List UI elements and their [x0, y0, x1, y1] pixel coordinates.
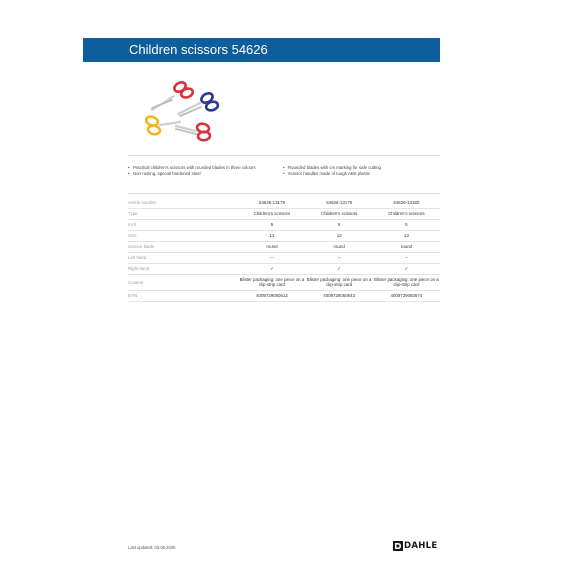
row-label: Size	[128, 230, 238, 241]
table-row	[128, 274, 440, 290]
divider-top	[128, 155, 440, 156]
cell: 13	[373, 230, 440, 241]
cell: 13	[238, 230, 305, 241]
cell: 5	[238, 219, 305, 230]
row-label: Left hand	[128, 252, 238, 263]
feature-item: • Scissor handles made of tough ABS plastic	[283, 171, 440, 177]
row-label: Content	[128, 274, 238, 290]
header-bar	[83, 38, 440, 62]
cell: 54626-13180	[373, 197, 440, 208]
table-row	[128, 197, 440, 208]
check-icon: ✓	[373, 263, 440, 274]
cell: Children's scissors	[373, 208, 440, 219]
cell: Blister packaging: one piece on a clip-strip card	[306, 274, 373, 290]
check-icon: ✓	[306, 263, 373, 274]
row-label: Inch	[128, 219, 238, 230]
cell: –	[238, 252, 305, 263]
cell: Blister packaging: one piece on a clip-strip card	[238, 274, 305, 290]
row-label: Type	[128, 208, 238, 219]
blue-scissors	[178, 91, 219, 116]
divider-table	[128, 193, 440, 194]
cell: 4009729060643	[306, 290, 373, 301]
table-row	[128, 263, 440, 274]
row-label: Right hand	[128, 263, 238, 274]
cell: 13	[306, 230, 373, 241]
row-label: Article number	[128, 197, 238, 208]
cell: Blister packaging: one piece on a clip-strip card	[373, 274, 440, 290]
logo-text: DAHLE	[404, 541, 438, 551]
cell: 54626-13179	[306, 197, 373, 208]
spec-table	[128, 197, 440, 302]
cell: Children's scissors	[238, 208, 305, 219]
feature-list-left	[128, 165, 276, 177]
feature-list-right	[283, 165, 440, 177]
cell: round	[306, 241, 373, 252]
page-title: Children scissors 54626	[129, 42, 268, 57]
cell: 4009729060674	[373, 290, 440, 301]
red-scissors	[152, 80, 194, 110]
row-label: EAN	[128, 290, 238, 301]
red-scissors-lower	[176, 123, 210, 141]
cell: 5	[306, 219, 373, 230]
cell: round	[373, 241, 440, 252]
cell: 5	[373, 219, 440, 230]
cell: Children's scissors	[306, 208, 373, 219]
cell: 4009729060612	[238, 290, 305, 301]
dahle-logo-icon	[393, 541, 403, 551]
table-row	[128, 219, 440, 230]
feature-item: • Non-rusting, special hardened steel	[128, 171, 276, 177]
row-label: Scissor blade	[128, 241, 238, 252]
cell: round	[238, 241, 305, 252]
feature-item: • Practical children's scissors with rounded blades in three colours	[128, 165, 276, 171]
scissors-product-image	[138, 76, 224, 142]
table-row	[128, 230, 440, 241]
table-row	[128, 252, 440, 263]
table-row	[128, 241, 440, 252]
feature-item: • Rounded blades with cm marking for safe cutting	[283, 165, 440, 171]
table-row	[128, 290, 440, 301]
yellow-scissors	[145, 115, 180, 135]
cell: –	[306, 252, 373, 263]
check-icon: ✓	[238, 263, 305, 274]
dahle-logo	[393, 541, 437, 551]
table-row	[128, 208, 440, 219]
cell: 54626-13178	[238, 197, 305, 208]
last-updated: Last updated: 03.06.2025	[128, 545, 176, 550]
cell: –	[373, 252, 440, 263]
